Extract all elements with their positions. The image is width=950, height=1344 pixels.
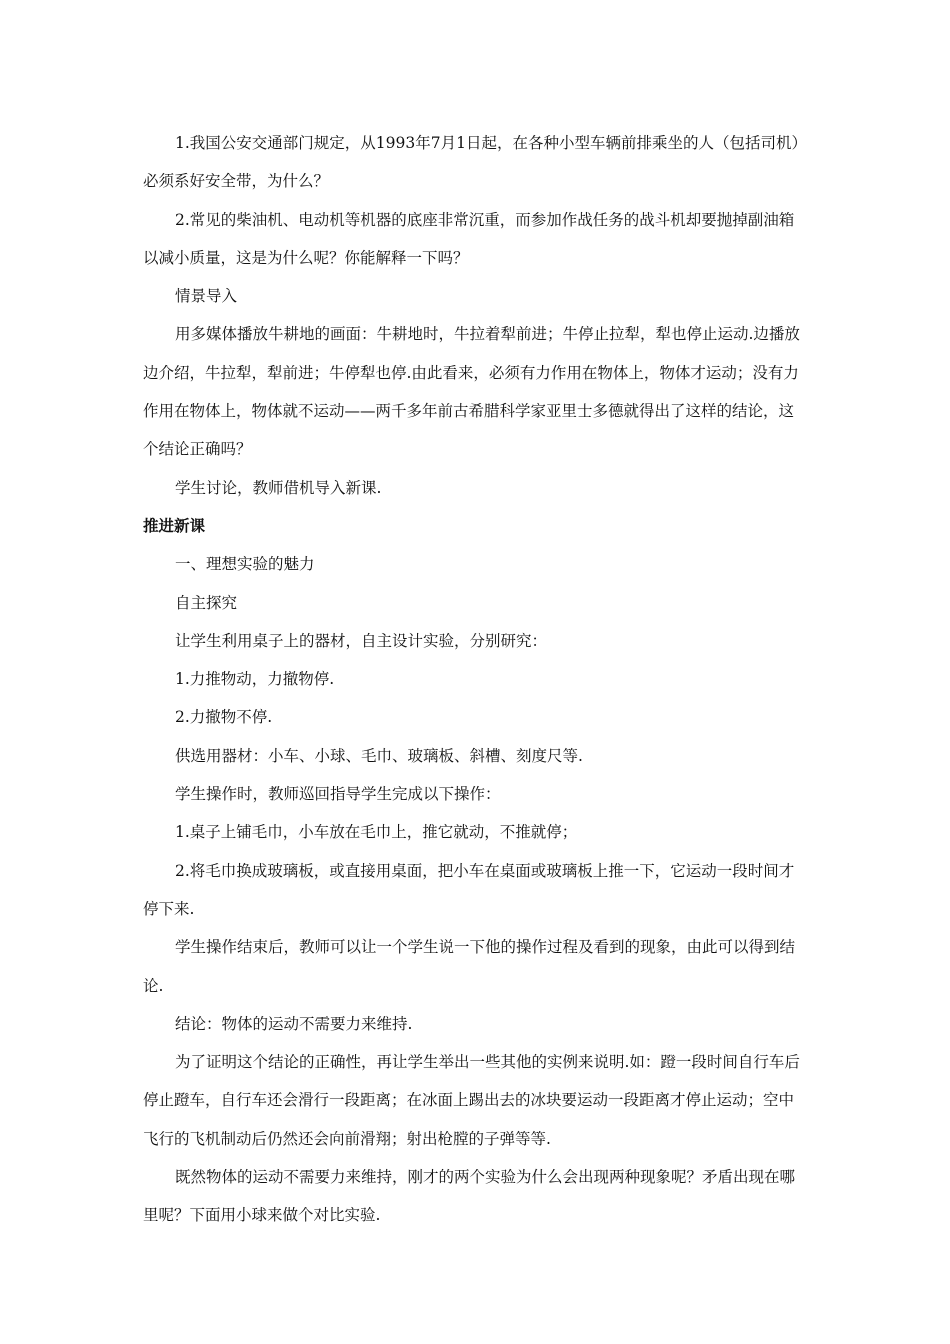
- paragraph-task-1: 1.力推物动，力撤物停.: [175, 670, 335, 689]
- section-heading: 推进新课: [143, 516, 206, 535]
- paragraph-step-1: 1.桌子上铺毛巾，小车放在毛巾上，推它就动，不推就停；: [175, 823, 578, 842]
- paragraph-equipment: 供选用器材：小车、小球、毛巾、玻璃板、斜槽、刻度尺等.: [175, 746, 583, 765]
- paragraph-self-explore-label: 自主探究: [175, 593, 238, 612]
- document-body: [143, 124, 807, 1235]
- paragraph-guidance: 学生操作时，教师巡回指导学生完成以下操作：: [175, 785, 501, 804]
- paragraph-subsection-title: 一、理想实验的魅力: [175, 555, 315, 574]
- paragraph-scene-intro-label: 情景导入: [175, 287, 238, 306]
- paragraph-discussion: 学生讨论，教师借机导入新课.: [175, 478, 382, 497]
- paragraph-examples: 为了证明这个结论的正确性，再让学生举出一些其他的实例来说明.如：蹬一段时间自行车后停止蹬车，自行车还会滑行一段距离；在冰面上踢出去的冰块要运动一段距离才停止运动；空中飞行的飞机制动后仍然还会向前滑翔；射出枪膛的子弹等等.: [143, 1053, 800, 1148]
- paragraph-contradiction: 既然物体的运动不需要力来维持，刚才的两个实验为什么会出现两种现象呢？矛盾出现在哪里呢？下面用小球来做个对比实验.: [143, 1168, 796, 1225]
- paragraph-step-2: 2.将毛巾换成玻璃板，或直接用桌面，把小车在桌面或玻璃板上推一下，它运动一段时间才停下来.: [143, 861, 795, 918]
- paragraph-task-2: 2.力撤物不停.: [175, 708, 273, 727]
- paragraph-task-intro: 让学生利用桌子上的器材，自主设计实验，分别研究：: [175, 631, 548, 650]
- paragraph-question-2: 2.常见的柴油机、电动机等机器的底座非常沉重，而参加作战任务的战斗机却要抛掉副油箱以减小质量，这是为什么呢？你能解释一下吗？: [143, 210, 795, 267]
- paragraph-conclusion: 结论：物体的运动不需要力来维持.: [175, 1014, 413, 1033]
- paragraph-scene-intro: 用多媒体播放牛耕地的画面：牛耕地时，牛拉着犁前进；牛停止拉犁，犁也停止运动.边播放边介绍，牛拉犁，犁前进；牛停犁也停.由此看来，必须有力作用在物体上，物体才运动；没有力作用在物体上，物体就不运动——两千多年前古希腊科学家亚里士多德就得出了这样的结论，这个结论正确吗？: [143, 325, 800, 459]
- paragraph-after-operation: 学生操作结束后，教师可以让一个学生说一下他的操作过程及看到的现象，由此可以得到结论.: [143, 938, 796, 995]
- paragraph-question-1: 1.我国公安交通部门规定，从1993年7月1日起，在各种小型车辆前排乘坐的人（包括司机）必须系好安全带，为什么？: [143, 134, 807, 191]
